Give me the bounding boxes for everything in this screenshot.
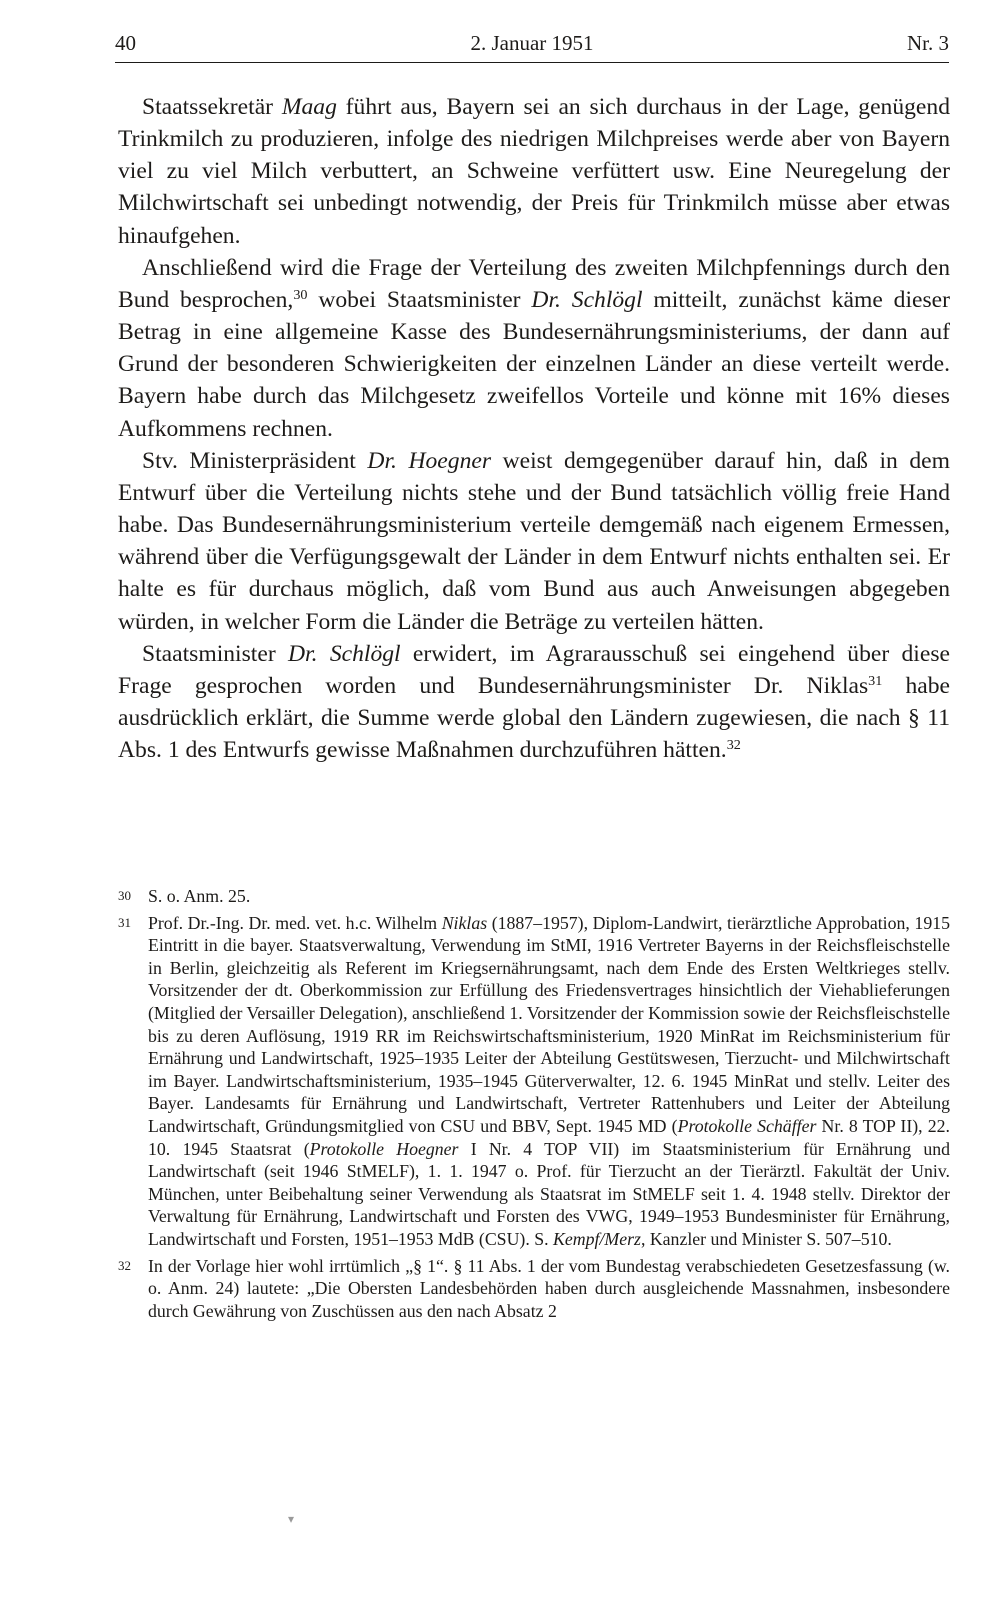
footnote-text: , Kanzler und Minister S. 507–510. [640,1228,892,1249]
footnote-text: I Nr. 4 TOP VII) im Staatsministerium für Ernährung und Landwirtschaft (seit 1946 StMELF), 1. 1. 1947 o. Prof. für Tierzucht an der Tierärztl. Fakultät der Univ. München, unter Beibehaltung seiner Verwendung als Staatsrat im StMELF seit 1. 4. 1948 stellv. Direktor der Verwaltung für Ernährung, Landwirtschaft und Forsten des VWG, 1949–1953 Bundesminister für Ernährung, Landwirtschaft und Forsten, 1951–1953 MdB (CSU). S. [148,1138,950,1249]
paragraph-milchpfennig [118,252,950,445]
person-name: Dr. Schlögl [288,640,401,667]
footnote-text: In der Vorlage hier wohl irrtümlich „§ 1“. § 11 Abs. 1 der vom Bundestag verabschiedeten Gesetzesfassung (w. o. Anm. 24) lautete: „Die Obersten Landesbehörden haben durch ausgleichende Massnahmen, insbesondere durch Gewährung von Zuschüssen aus den nach Absatz 2 [148,1255,950,1321]
footnote-number: 30 [118,888,131,903]
issue-number: Nr. 3 [907,31,949,55]
text-run: wobei Staatsminister [307,286,532,313]
footnote-number: 32 [118,1257,131,1273]
paragraph-hoegner [118,445,950,638]
text-run: Anschließend wird die Frage der Verteilung des zweiten Milchpfennings durch den Bund besprochen, [118,254,950,313]
header-rule [115,62,949,63]
footnotes [118,885,950,1326]
footnote-31 [118,912,950,1251]
citation-title: Protokolle Hoegner [309,1138,459,1159]
text-run: weist demgegenüber darauf hin, daß in dem Entwurf über die Verteilung nichts stehe und der Bund tatsächlich völlig freie Hand habe. Das Bundesernährungsministerium verteile demgemäß nach eigenem Ermessen, während über die Verfügungsgewalt der Länder in dem Entwurf nichts enthalten sei. Er halte es für durchaus möglich, daß vom Bund aus auch Anweisungen abgegeben würden, in welcher Form die Länder die Beträge zu verteilen hätten. [118,447,950,635]
person-name: Dr. Schlögl [531,286,643,313]
text-run: führt aus, Bayern sei an sich durchaus in der Lage, genügend Trinkmilch zu produzieren, infolge des niedrigen Milchpreises werde aber von Bayern viel zu viel Milch verbuttert, an Schweine verfüttert usw. Eine Neuregelung der Milchwirtschaft sei unbedingt notwendig, der Preis für Trinkmilch müsse aber etwas hinaufgehen. [118,94,950,249]
running-header [115,28,949,64]
citation-title: Kempf/Merz [553,1228,641,1249]
footnote-text: (1887–1957), Diplom-Landwirt, tierärztliche Approbation, 1915 Eintritt in die bayer. Staatsverwaltung, Verwendung im StMI, 1916 Vertreter Bayerns in der Reichsfleischstelle in Berlin, gleichzeitig als Referent im Kriegsernährungsamt, nach dem Ende des Ersten Weltkrieges stellv. Vorsitzender der dt. Oberkommission zur Erfüllung des Friedensvertrages hinsichtlich der Viehablieferungen (Mitglied der Versailler Delegation), anschließend 1. Vorsitzender der Kommission sowie der Reichsfleischstelle bis zu deren Auflösung, 1919 RR im Reichswirtschaftsministerium, 1920 MinRat im Reichsministerium für Ernährung und Landwirtschaft, 1925–1935 Leiter der Abteilung Gestütswesen, Tierzucht- und Milchwirtschaft im Bayer. Landwirtschaftsministerium, 1935–1945 Güterverwalter, 12. 6. 1945 MinRat und stellv. Leiter des Bayer. Landesamts für Ernährung und Landwirtschaft, Vertreter Rattenhubers und Leiter der Abteilung Landwirtschaft, Gründungsmitglied von CSU und BBV, Sept. 1945 MD ( [148,912,950,1136]
citation-title: Protokolle Schäffer [677,1115,817,1136]
text-run: mitteilt, zunächst käme dieser Betrag in eine allgemeine Kasse des Bundesernährungsministeriums, der dann auf Grund der besonderen Schwierigkeiten der einzelnen Länder an diese verteilt werde. Bayern habe durch das Milchgesetz zweifellos Vorteile und könne mit 16% dieses Aufkommens rechnen. [118,286,950,442]
paragraph-maag [118,91,950,252]
paragraph-schloegl [118,638,950,767]
person-name: Niklas [441,912,488,933]
footnote-number: 31 [118,914,131,930]
text-run: Stv. Ministerpräsident [142,447,368,474]
footnote-text: S. o. Anm. 25. [148,886,251,906]
footnote-text: Prof. Dr.-Ing. Dr. med. vet. h.c. Wilhelm [148,912,442,933]
footnote-30 [118,885,950,908]
page-number: 40 [115,31,136,55]
footnote-ref-30[interactable]: 30 [293,287,308,304]
header-date: 2. Januar 1951 [470,31,594,55]
text-run: erwidert, im Agrarausschuß sei eingehend über diese Frage gesprochen worden und Bundesernährungsminister Dr. Niklas [118,640,950,699]
footnote-32 [118,1255,950,1323]
person-name: Dr. Hoegner [367,447,492,474]
text-run: habe ausdrücklich erklärt, die Summe werde global den Ländern zugewiesen, die nach § 11 Abs. 1 des Entwurfs gewisse Maßnahmen durchzuführen hätten. [118,672,950,764]
footnote-ref-32[interactable]: 32 [726,737,741,754]
main-text [118,91,950,766]
footnote-text: Nr. 8 TOP II), 22. 10. 1945 Staatsrat ( [148,1115,950,1159]
footnote-ref-31[interactable]: 31 [868,673,883,690]
text-run: Staatssekretär [142,94,282,120]
person-name: Maag [281,94,337,120]
scan-speck: ▾ [288,1512,295,1526]
text-run: Staatsminister [142,640,288,667]
